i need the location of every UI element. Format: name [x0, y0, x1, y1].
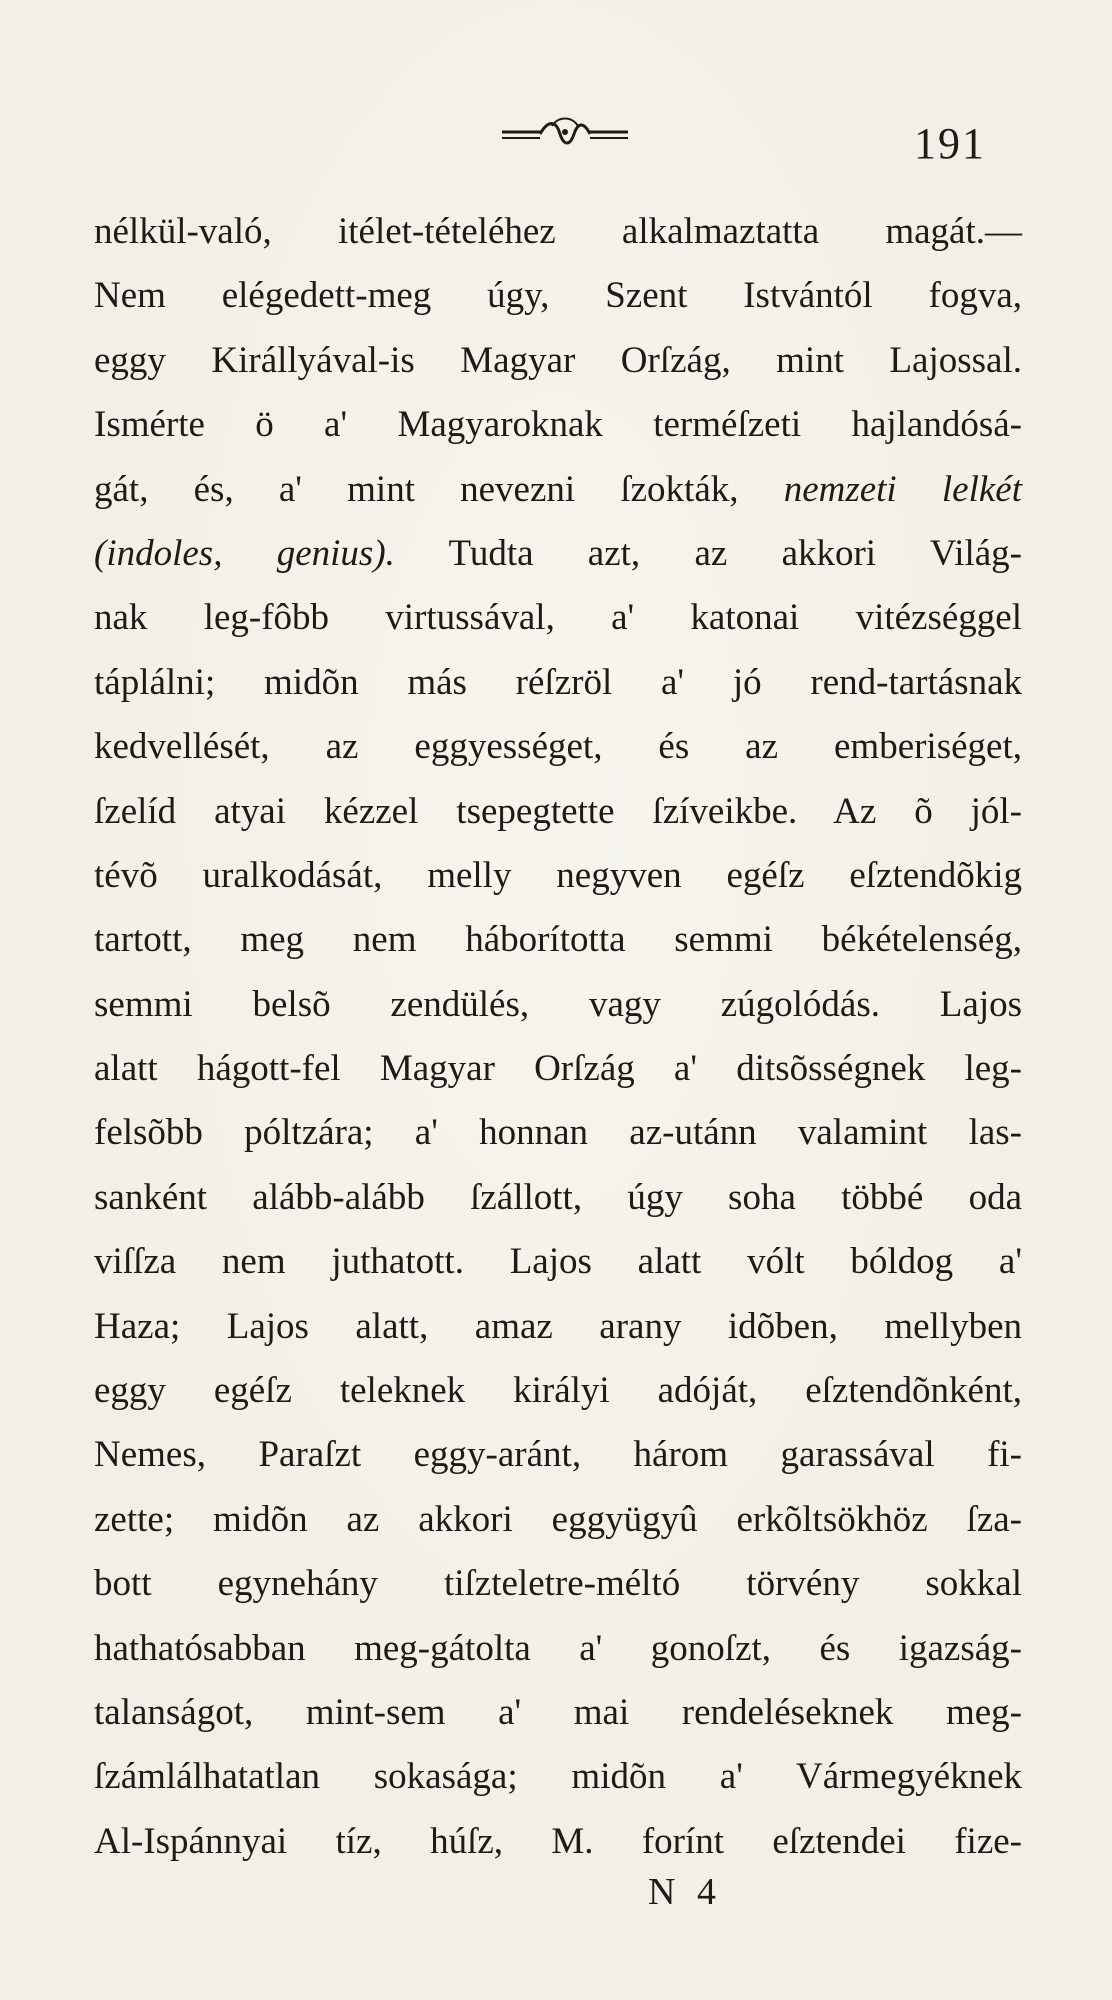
text-line: semmi belsõ zendülés, vagy zúgolódás. Lajos [94, 983, 1022, 1025]
text-line: Ismérte ö a' Magyaroknak terméſzeti hajlandósá- [94, 404, 1022, 446]
text-line: ſzelíd atyai kézzel tsepegtette ſzíveikbe. Az õ jól- [94, 790, 1022, 832]
text-line: felsõbb póltzára; a' honnan az-utánn valamint las- [94, 1112, 1022, 1154]
text-line: hathatósabban meg-gátolta a' gonoſzt, és igazság- [94, 1627, 1022, 1669]
text-line: Nemes, Paraſzt eggy-aránt, három garassával fi- [94, 1434, 1022, 1476]
italic-phrase: nemzeti lelkét [783, 468, 1022, 510]
text-line: viſſza nem juthatott. Lajos alatt vólt bóldog a' [94, 1241, 1022, 1283]
body-text [94, 200, 1022, 1874]
text-line: eggy Királlyával-is Magyar Orſzág, mint Lajossal. [94, 339, 1022, 381]
text-line: (indoles, genius). Tudta azt, az akkori Világ- [94, 532, 1022, 574]
italic-phrase: (indoles, genius). [94, 532, 395, 574]
text-line: sanként alább-alább ſzállott, úgy soha többé oda [94, 1176, 1022, 1218]
text-line: nak leg-fôbb virtussával, a' katonai vitézséggel [94, 597, 1022, 639]
decorative-rule-ornament-icon [500, 112, 630, 148]
text-line: táplálni; midõn más réſzröl a' jó rend-tartásnak [94, 661, 1022, 703]
text-line: tévõ uralkodását, melly negyven egéſz eſztendõkig [94, 854, 1022, 896]
text-line: gát, és, a' mint nevezni ſzokták, nemzeti lelkét [94, 468, 1022, 510]
text-line: zette; midõn az akkori eggyügyû erkõltsökhöz ſza- [94, 1498, 1022, 1540]
signature-mark: N 4 [648, 1871, 722, 1913]
text-line: Nem elégedett-meg úgy, Szent Istvántól fogva, [94, 275, 1022, 317]
text-line: nélkül-való, itélet-tételéhez alkalmaztatta magát.— [94, 211, 1022, 252]
text-line: bott egynehány tiſzteletre-méltó törvény sokkal [94, 1563, 1022, 1605]
text-line: kedvellését, az eggyességet, és az emberiséget, [94, 726, 1022, 768]
text-line: Al-Ispánnyai tíz, húſz, M. forínt eſztendei fize- [94, 1820, 1022, 1862]
text-line: ſzámlálhatatlan sokasága; midõn a' Vármegyéknek [94, 1756, 1022, 1798]
text-line: Haza; Lajos alatt, amaz arany idõben, mellyben [94, 1305, 1022, 1347]
text-line: eggy egéſz teleknek királyi adóját, eſztendõnként, [94, 1370, 1022, 1412]
text-line: talanságot, mint-sem a' mai rendeléseknek meg- [94, 1691, 1022, 1733]
page-number: 191 [914, 119, 986, 168]
text-line: alatt hágott-fel Magyar Orſzág a' ditsõsségnek leg- [94, 1048, 1022, 1090]
text-line: tartott, meg nem háborította semmi békételenség, [94, 919, 1022, 961]
